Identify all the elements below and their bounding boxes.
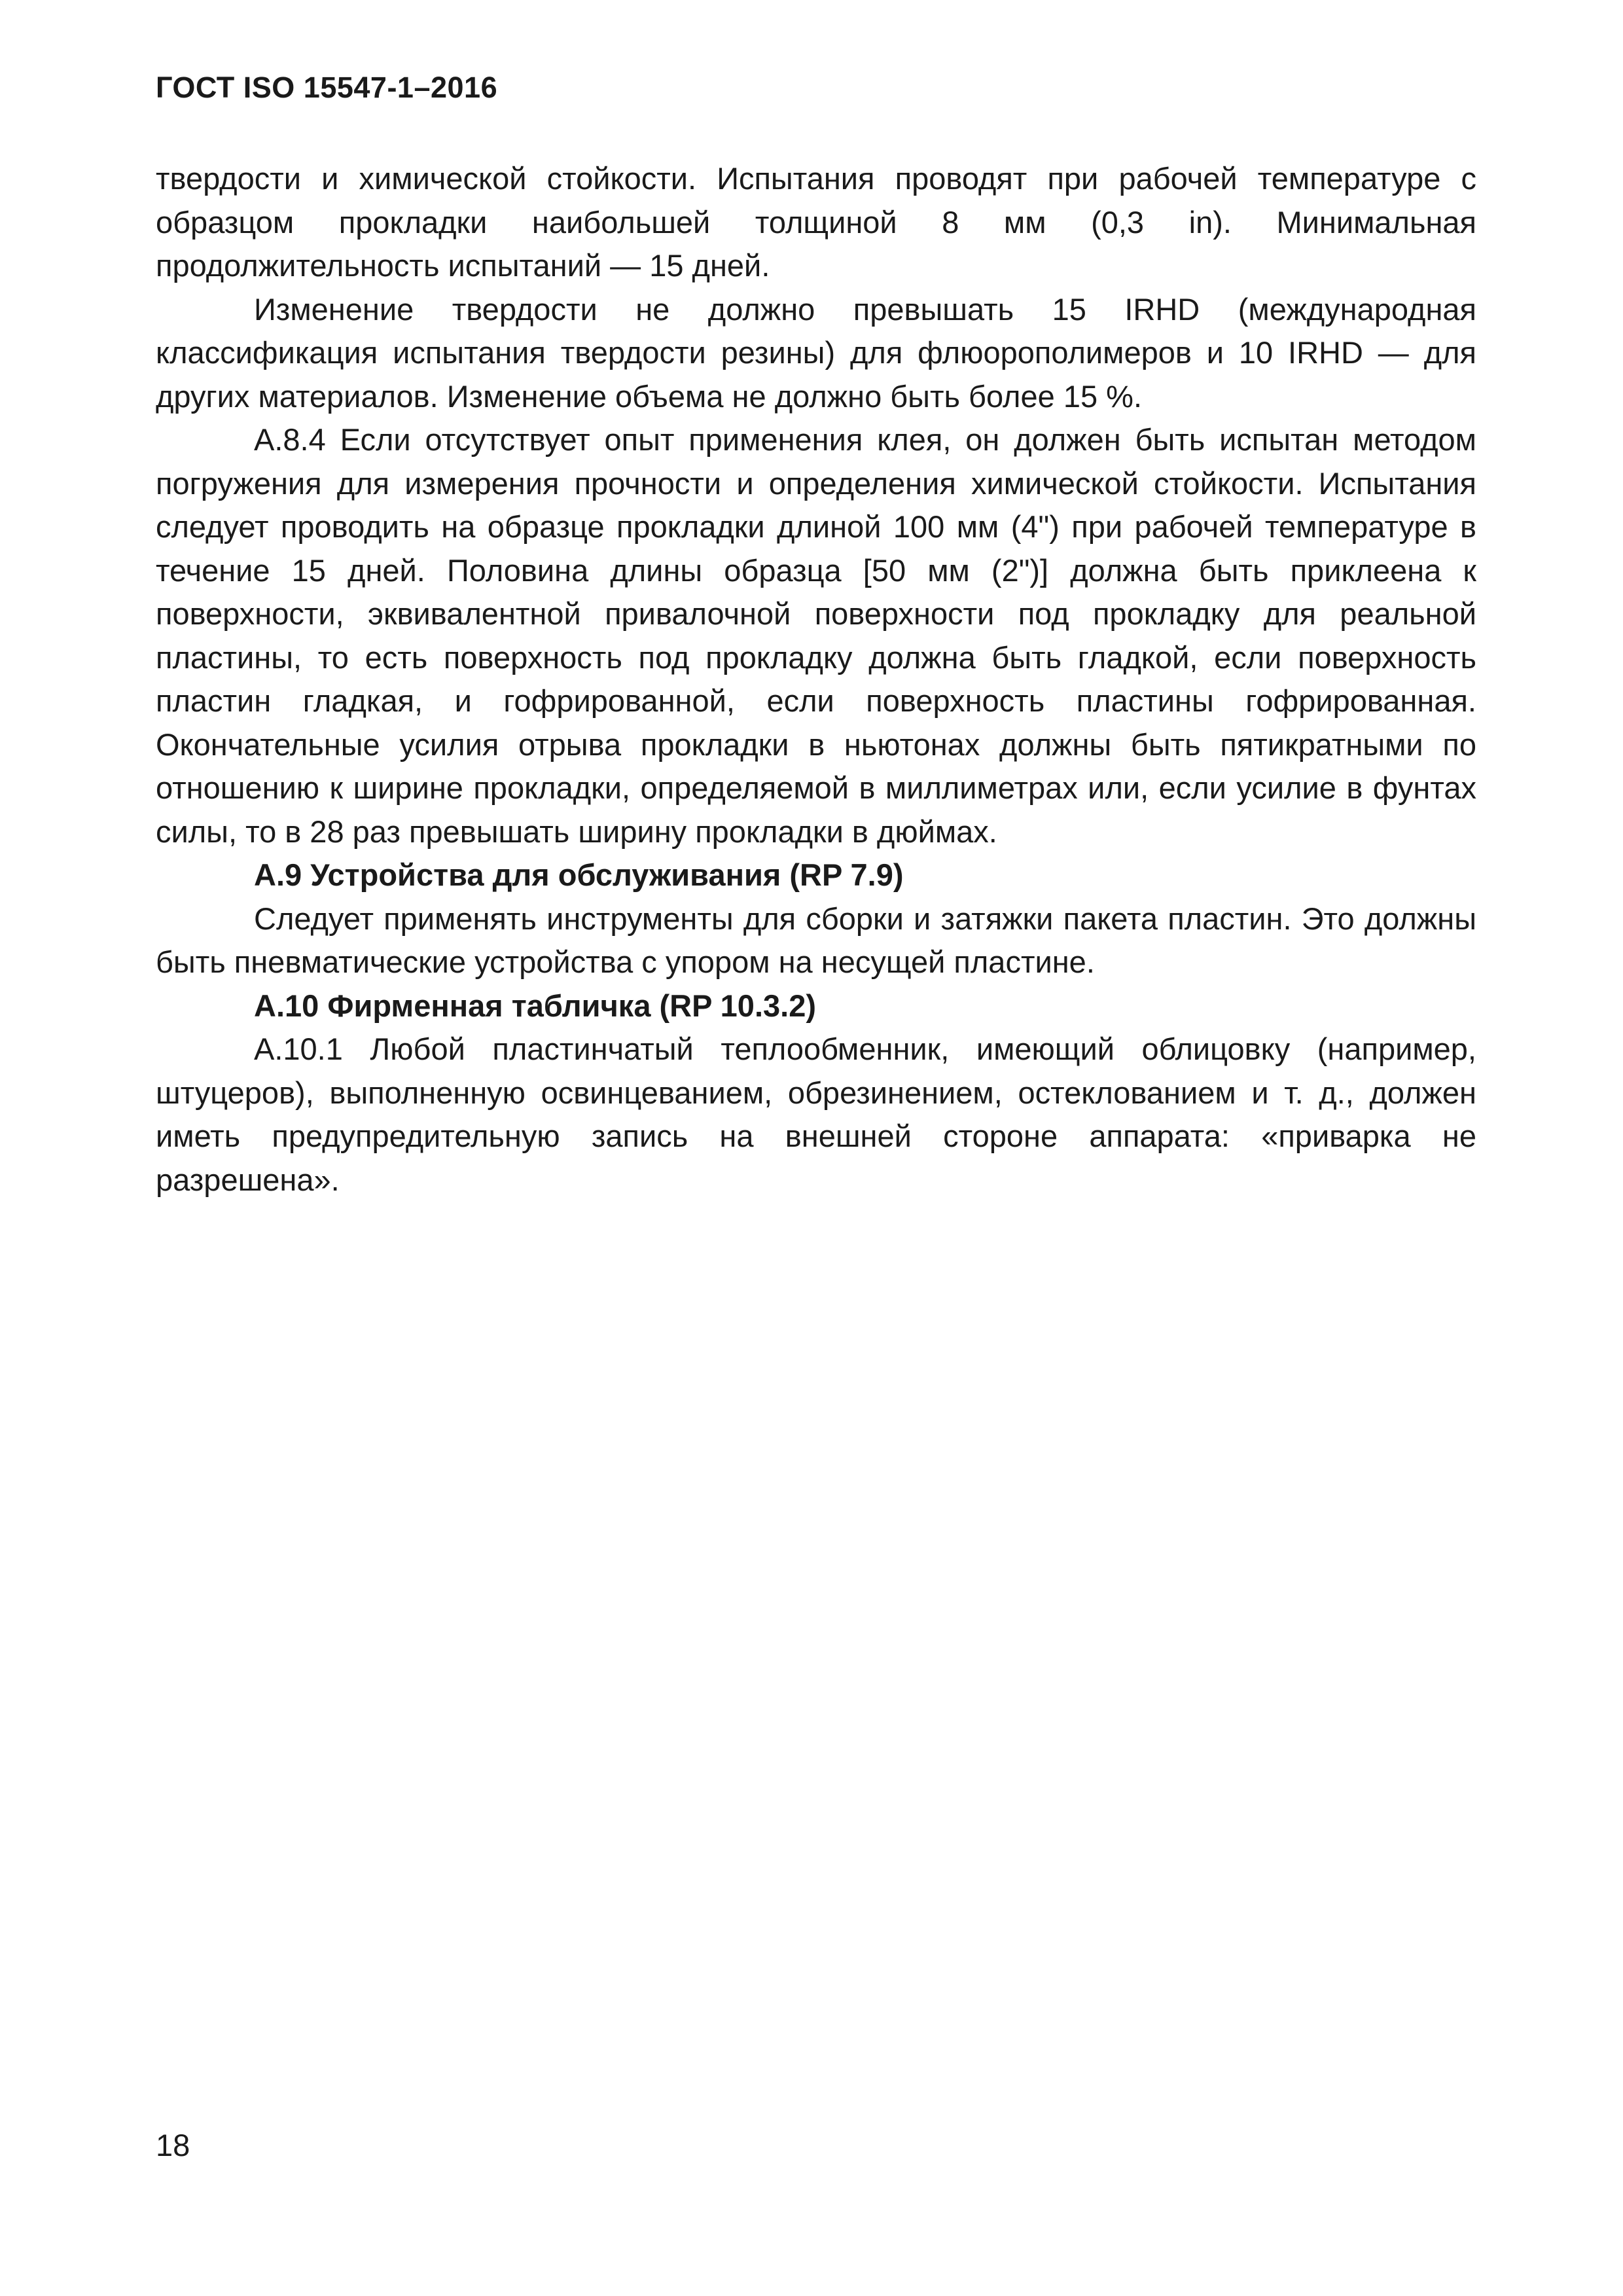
page-number: 18 bbox=[156, 2128, 190, 2162]
paragraph-a-10-1: А.10.1 Любой пластинчатый теплообменник, имеющий облицовку (например, штуцеров), выполненную освинцеванием, обрезинением, остеклованием и т. д., должен иметь предупредительную запись на внешней стороне аппарата: «приварка не разрешена». bbox=[156, 1031, 1476, 1197]
paragraph-a-8-4: А.8.4 Если отсутствует опыт применения клея, он должен быть испытан методом погружения для измерения прочности и определения химической стойкости. Испытания следует проводить на образце прокладки длиной 100 мм (4") при рабочей температуре в течение 15 дней. Половина длины образца [50 мм (2")] должна быть приклеена к поверхности, эквивалентной привалочной поверхности под прокладку для реальной пластины, то есть поверхность под прокладку должна быть гладкой, если поверхность пластин гладкая, и гофрированной, если поверхность пластины гофрированная. Окончательные усилия отрыва прокладки в ньютонах должны быть пятикратными по отношению к ширине прокладки, определяемой в миллиметрах или, если усилие в фунтах силы, то в 28 раз превышать ширину прокладки в дюймах. bbox=[156, 422, 1476, 849]
document-header: ГОСТ ISO 15547-1–2016 bbox=[156, 71, 498, 104]
document-body bbox=[156, 157, 1476, 1202]
paragraph-continuation: твердости и химической стойкости. Испытания проводят при рабочей температуре с образцом прокладки наибольшей толщиной 8 мм (0,3 in). Минимальная продолжительность испытаний — 15 дней. bbox=[156, 161, 1476, 283]
section-heading-a-10: А.10 Фирменная табличка (RP 10.3.2) bbox=[254, 988, 816, 1023]
section-heading-a-9: А.9 Устройства для обслуживания (RP 7.9) bbox=[254, 857, 904, 892]
paragraph-a-9-tools: Следует применять инструменты для сборки и затяжки пакета пластин. Это должны быть пневматические устройства с упором на несущей пластине. bbox=[156, 901, 1476, 979]
paragraph-hardness-change: Изменение твердости не должно превышать 15 IRHD (международная классификация испытания твердости резины) для флюорополимеров и 10 IRHD — для других материалов. Изменение объема не должно быть более 15 %. bbox=[156, 291, 1476, 414]
